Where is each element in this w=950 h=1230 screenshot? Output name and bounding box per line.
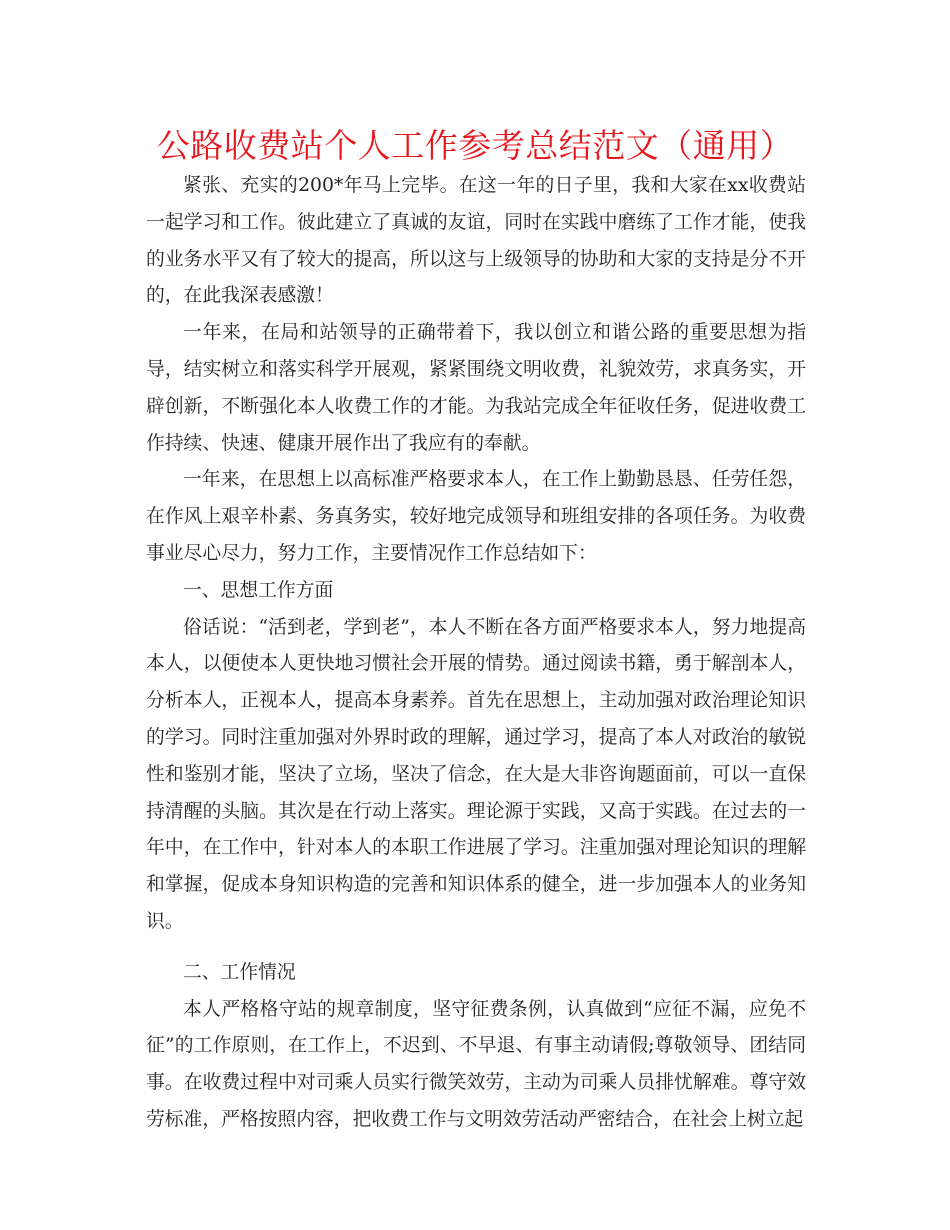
intro-paragraph-2: 一年来，在局和站领导的正确带着下，我以创立和谐公路的重要思想为指导，结实树立和落实科学开展观，紧紧围绕文明收费，礼貌效劳，求真务实，开辟创新，不断强化本人收费工作的才能。为我站完成全年征收任务，促进收费工作持续、快速、健康开展作出了我应有的奉献。	[146, 322, 806, 454]
section-heading-work-situation: 二、工作情况	[183, 961, 296, 983]
section-heading-thought-work: 一、思想工作方面	[183, 579, 334, 601]
document-title: 公路收费站个人工作参考总结范文（通用）	[156, 126, 794, 165]
document-body	[146, 168, 806, 1139]
section-paragraph-thought-work: 俗话说：“活到老，学到老”，本人不断在各方面严格要求本人，努力地提高本人，以便使本人更快地习惯社会开展的情势。通过阅读书籍，勇于解剖本人，分析本人，正视本人，提高本身素养。首先在思想上，主动加强对政治理论知识的学习。同时注重加强对外界时政的理解，通过学习，提高了本人对政治的敏锐性和鉴别才能，坚决了立场，坚决了信念，在大是大非咨询题面前，可以一直保持清醒的头脑。其次是在行动上落实。理论源于实践，又高于实践。在过去的一年中，在工作中，针对本人的本职工作进展了学习。注重加强对理论知识的理解和掌握，促成本身知识构造的完善和知识体系的健全，进一步加强本人的业务知识。	[146, 616, 806, 932]
section-paragraph-work-situation: 本人严格格守站的规章制度，坚守征费条例，认真做到“应征不漏，应免不征”的工作原则，在工作上，不迟到、不早退、有事主动请假;尊敬领导、团结同事。在收费过程中对司乘人员实行微笑效劳，主动为司乘人员排忧解难。尊守效劳标准，严格按照内容，把收费工作与文明效劳活动严密结合，在社会上树立起	[146, 998, 806, 1130]
intro-paragraph-3: 一年来，在思想上以高标准严格要求本人，在工作上勤勤恳恳、任劳任怨，在作风上艰辛朴素、务真务实，较好地完成领导和班组安排的各项任务。为收费事业尽心尽力，努力工作，主要情况作工作总结如下：	[146, 469, 806, 564]
intro-paragraph-1: 紧张、充实的200*年马上完毕。在这一年的日子里，我和大家在xx收费站一起学习和工作。彼此建立了真诚的友谊，同时在实践中磨练了工作才能，使我的业务水平又有了较大的提高，所以这与上级领导的协助和大家的支持是分不开的，在此我深表感激！	[146, 175, 806, 307]
